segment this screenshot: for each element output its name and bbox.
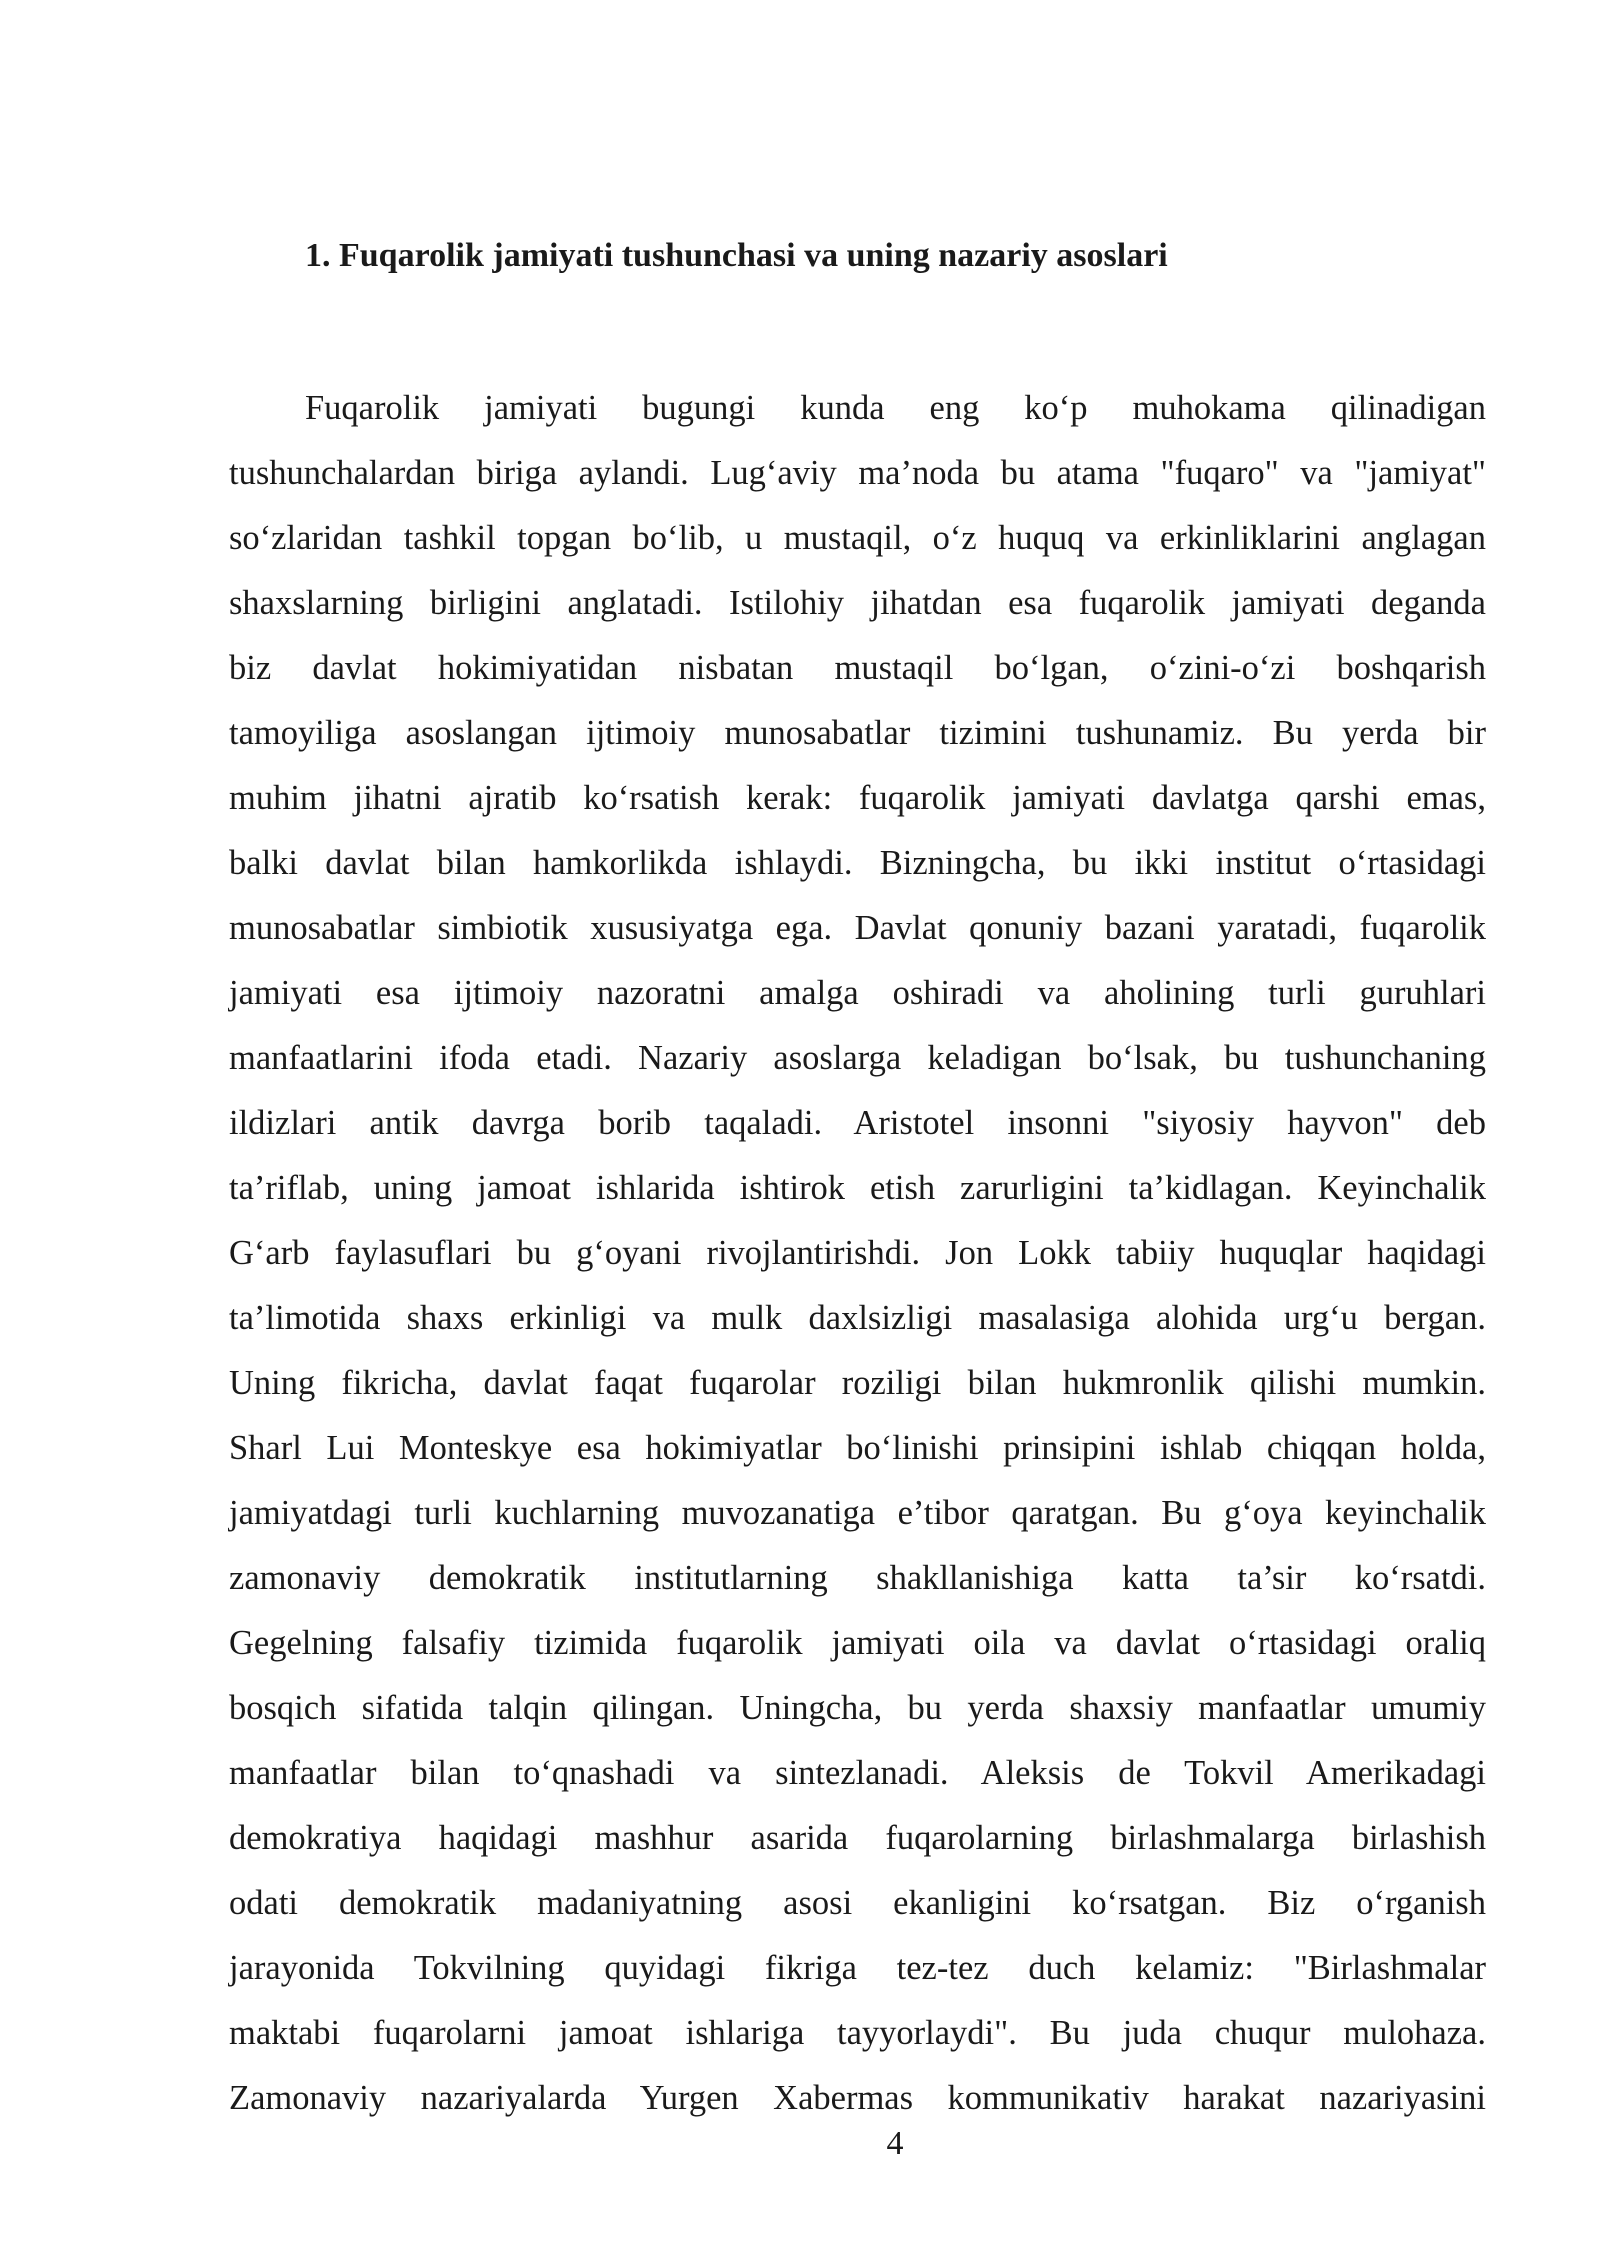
paragraph-line: bosqich sifatida talqin qilingan. Uningcha, bu yerda shaxsiy manfaatlar umumiy [229, 1689, 1486, 1727]
body-paragraph [229, 376, 1486, 2131]
paragraph-line: G‘arb faylasuflari bu g‘oyani rivojlantirishdi. Jon Lokk tabiiy huquqlar haqidagi [229, 1234, 1486, 1272]
paragraph-line: Zamonaviy nazariyalarda Yurgen Xabermas kommunikativ harakat nazariyasini [229, 2079, 1486, 2117]
paragraph-line: shaxslarning birligini anglatadi. Istilohiy jihatdan esa fuqarolik jamiyati deganda [229, 584, 1486, 622]
paragraph-line: munosabatlar simbiotik xususiyatga ega. Davlat qonuniy bazani yaratadi, fuqarolik [229, 909, 1486, 947]
paragraph-line: jarayonida Tokvilning quyidagi fikriga tez-tez duch kelamiz: "Birlashmalar [229, 1949, 1486, 1987]
section-heading: 1. Fuqarolik jamiyati tushunchasi va uning nazariy asoslari [305, 237, 1168, 274]
paragraph-line: muhim jihatni ajratib ko‘rsatish kerak: fuqarolik jamiyati davlatga qarshi emas, [229, 779, 1486, 817]
paragraph-line: ta’limotida shaxs erkinligi va mulk daxlsizligi masalasiga alohida urg‘u bergan. [229, 1299, 1486, 1337]
paragraph-line: jamiyati esa ijtimoiy nazoratni amalga oshiradi va aholining turli guruhlari [229, 974, 1486, 1012]
page-number-footer [95, 2120, 1600, 2168]
page-number: 4 [886, 2125, 904, 2162]
paragraph-line: biz davlat hokimiyatidan nisbatan mustaqil bo‘lgan, o‘zini-o‘zi boshqarish [229, 649, 1486, 687]
paragraph-line: tamoyiliga asoslangan ijtimoiy munosabatlar tizimini tushunamiz. Bu yerda bir [229, 714, 1486, 752]
paragraph-line: manfaatlar bilan to‘qnashadi va sintezlanadi. Aleksis de Tokvil Amerikadagi [229, 1754, 1486, 1792]
paragraph-line: Uning fikricha, davlat faqat fuqarolar roziligi bilan hukmronlik qilishi mumkin. [229, 1364, 1486, 1402]
paragraph-line: so‘zlaridan tashkil topgan bo‘lib, u mustaqil, o‘z huquq va erkinliklarini anglagan [229, 519, 1486, 557]
paragraph-line: tushunchalardan biriga aylandi. Lug‘aviy ma’noda bu atama "fuqaro" va "jamiyat" [229, 454, 1486, 492]
paragraph-line: ildizlari antik davrga borib taqaladi. Aristotel insonni "siyosiy hayvon" deb [229, 1104, 1486, 1142]
paragraph-line: zamonaviy demokratik institutlarning shakllanishiga katta ta’sir ko‘rsatdi. [229, 1559, 1486, 1597]
paragraph-line: Gegelning falsafiy tizimida fuqarolik jamiyati oila va davlat o‘rtasidagi oraliq [229, 1624, 1486, 1662]
paragraph-line: balki davlat bilan hamkorlikda ishlaydi. Bizningcha, bu ikki institut o‘rtasidagi [229, 844, 1486, 882]
paragraph-line: maktabi fuqarolarni jamoat ishlariga tayyorlaydi". Bu juda chuqur mulohaza. [229, 2014, 1486, 2052]
paragraph-line: odati demokratik madaniyatning asosi ekanligini ko‘rsatgan. Biz o‘rganish [229, 1884, 1486, 1922]
paragraph-line: manfaatlarini ifoda etadi. Nazariy asoslarga keladigan bo‘lsak, bu tushunchaning [229, 1039, 1486, 1077]
paragraph-line: Sharl Lui Monteskye esa hokimiyatlar bo‘linishi prinsipini ishlab chiqqan holda, [229, 1429, 1486, 1467]
paragraph-line: ta’riflab, uning jamoat ishlarida ishtirok etish zarurligini ta’kidlagan. Keyinchalik [229, 1169, 1486, 1207]
paragraph-line: Fuqarolik jamiyati bugungi kunda eng ko‘p muhokama qilinadigan [305, 389, 1486, 427]
paragraph-line: demokratiya haqidagi mashhur asarida fuqarolarning birlashmalarga birlashish [229, 1819, 1486, 1857]
paragraph-line: jamiyatdagi turli kuchlarning muvozanatiga e’tibor qaratgan. Bu g‘oya keyinchalik [229, 1494, 1486, 1532]
